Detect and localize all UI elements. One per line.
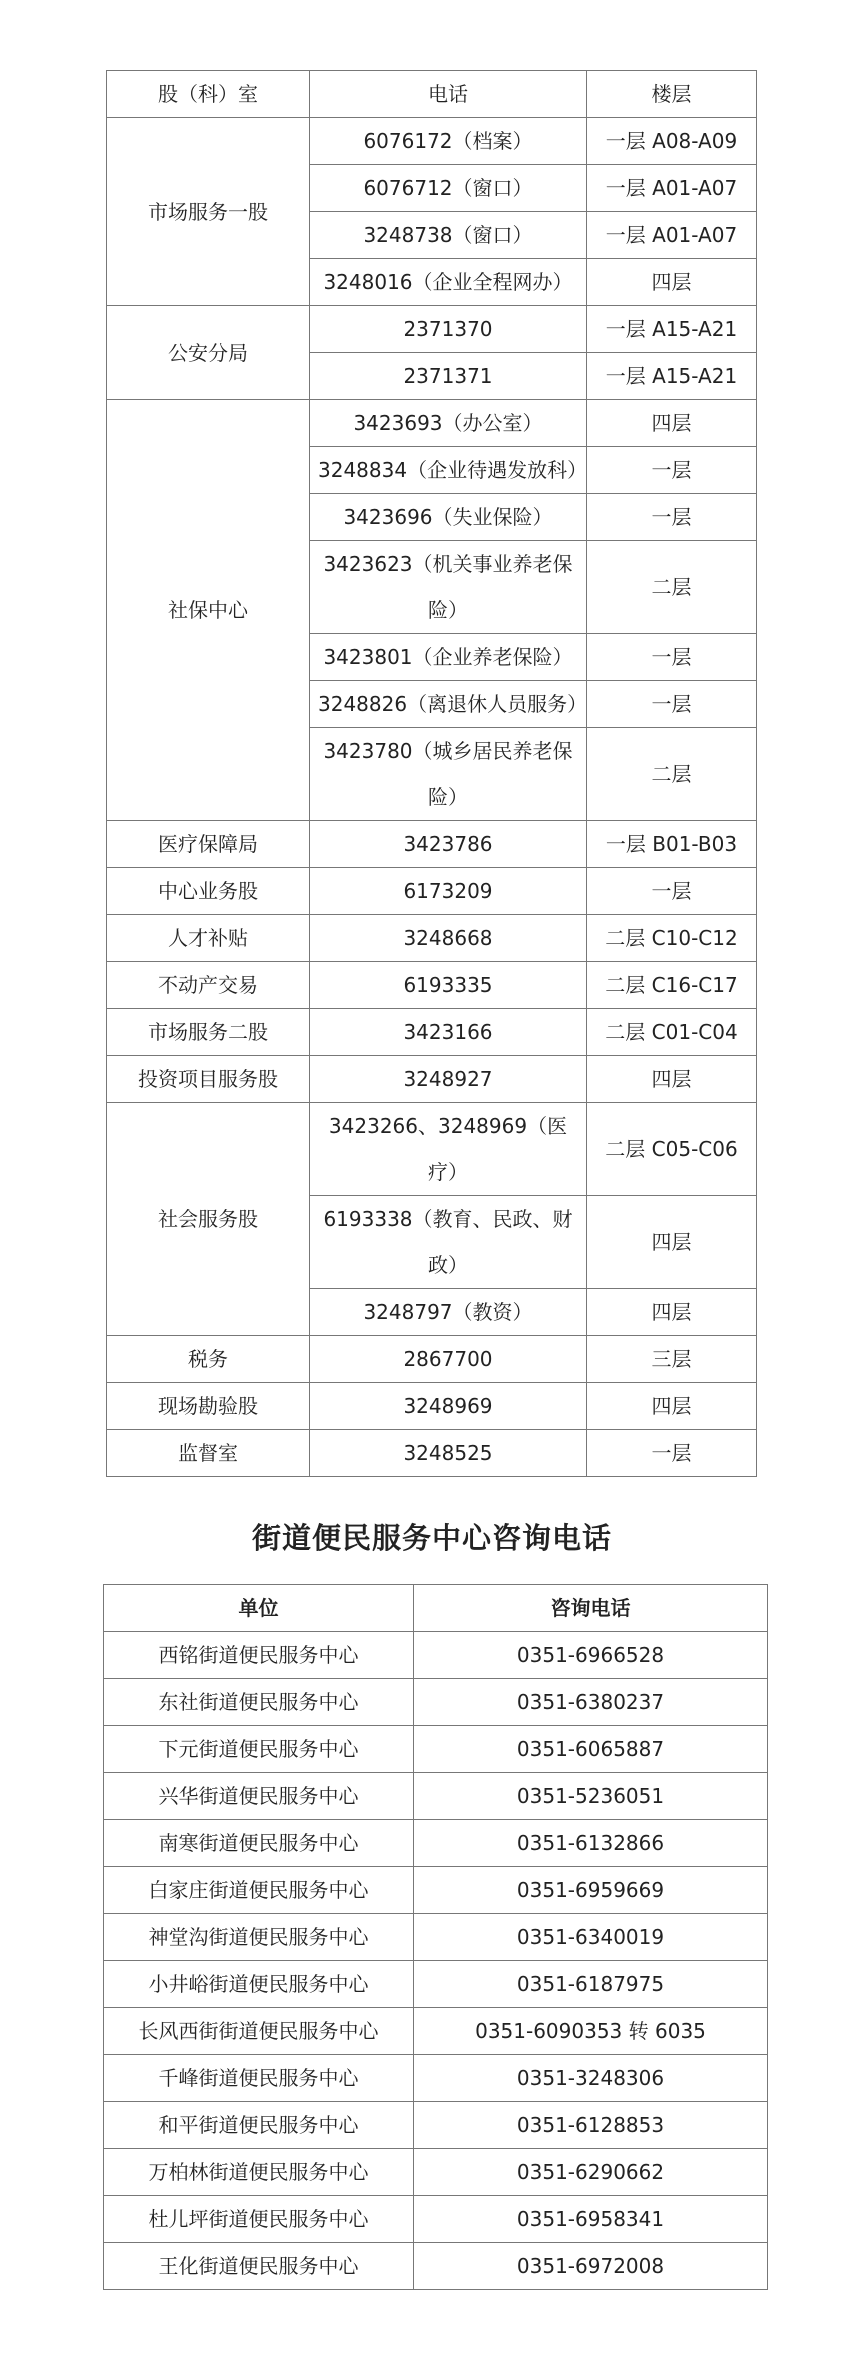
phone-cell: 3423693（办公室）: [310, 400, 587, 447]
unit-cell: 小井峪街道便民服务中心: [104, 1961, 414, 2008]
table-row: [107, 1056, 757, 1103]
table-row: [107, 1009, 757, 1056]
table-row: [104, 2102, 768, 2149]
phone-cell: 3248525: [310, 1430, 587, 1477]
floor-cell: 二层 C05-C06: [587, 1103, 757, 1196]
floor-cell: 二层 C10-C12: [587, 915, 757, 962]
street-center-table-body: [104, 1632, 768, 2290]
floor-cell: 二层 C16-C17: [587, 962, 757, 1009]
table-row: [104, 1679, 768, 1726]
department-cell: 现场勘验股: [107, 1383, 310, 1430]
floor-cell: 二层: [587, 728, 757, 821]
floor-cell: 一层 A01-A07: [587, 212, 757, 259]
unit-cell: 和平街道便民服务中心: [104, 2102, 414, 2149]
phone-cell: 6193335: [310, 962, 587, 1009]
consult-phone-cell: 0351-6128853: [414, 2102, 768, 2149]
column-header-unit: 单位: [104, 1585, 414, 1632]
phone-cell: 3423801（企业养老保险）: [310, 634, 587, 681]
phone-cell: 3248668: [310, 915, 587, 962]
floor-cell: 四层: [587, 1056, 757, 1103]
phone-cell: 3423786: [310, 821, 587, 868]
phone-cell: 3248969: [310, 1383, 587, 1430]
consult-phone-cell: 0351-6065887: [414, 1726, 768, 1773]
unit-cell: 长风西街街道便民服务中心: [104, 2008, 414, 2055]
column-header-floor: 楼层: [587, 71, 757, 118]
table-row: [104, 1726, 768, 1773]
department-cell: 中心业务股: [107, 868, 310, 915]
table-header-row: [107, 71, 757, 118]
consult-phone-cell: 0351-5236051: [414, 1773, 768, 1820]
column-header-consult-phone: 咨询电话: [414, 1585, 768, 1632]
unit-cell: 千峰街道便民服务中心: [104, 2055, 414, 2102]
column-header-phone: 电话: [310, 71, 587, 118]
table-row: [104, 1914, 768, 1961]
table-row: [107, 1336, 757, 1383]
consult-phone-cell: 0351-6958341: [414, 2196, 768, 2243]
phone-cell: 3248826（离退休人员服务）: [310, 681, 587, 728]
floor-cell: 四层: [587, 1196, 757, 1289]
department-cell: 监督室: [107, 1430, 310, 1477]
table-row: [104, 1961, 768, 2008]
consult-phone-cell: 0351-6187975: [414, 1961, 768, 2008]
consult-phone-cell: 0351-6290662: [414, 2149, 768, 2196]
table-row: [107, 1430, 757, 1477]
floor-cell: 四层: [587, 259, 757, 306]
unit-cell: 东社街道便民服务中心: [104, 1679, 414, 1726]
phone-cell: 6076172（档案）: [310, 118, 587, 165]
table-row: [104, 1773, 768, 1820]
table-row: [104, 1632, 768, 1679]
table-row: [107, 400, 757, 447]
phone-cell: 6173209: [310, 868, 587, 915]
phone-cell: 3248797（教资）: [310, 1289, 587, 1336]
department-phone-table: [106, 70, 757, 1477]
unit-cell: 西铭街道便民服务中心: [104, 1632, 414, 1679]
phone-cell: 3248016（企业全程网办）: [310, 259, 587, 306]
consult-phone-cell: 0351-6380237: [414, 1679, 768, 1726]
floor-cell: 四层: [587, 1289, 757, 1336]
phone-cell: 3423780（城乡居民养老保险）: [310, 728, 587, 821]
floor-cell: 一层 A08-A09: [587, 118, 757, 165]
floor-cell: 一层 B01-B03: [587, 821, 757, 868]
floor-cell: 二层 C01-C04: [587, 1009, 757, 1056]
table-row: [104, 2149, 768, 2196]
consult-phone-cell: 0351-6966528: [414, 1632, 768, 1679]
floor-cell: 三层: [587, 1336, 757, 1383]
floor-cell: 二层: [587, 541, 757, 634]
unit-cell: 王化街道便民服务中心: [104, 2243, 414, 2290]
unit-cell: 神堂沟街道便民服务中心: [104, 1914, 414, 1961]
floor-cell: 四层: [587, 400, 757, 447]
department-cell: 人才补贴: [107, 915, 310, 962]
table-row: [104, 2243, 768, 2290]
department-cell: 不动产交易: [107, 962, 310, 1009]
table-row: [107, 1383, 757, 1430]
table-row: [107, 868, 757, 915]
department-cell: 社保中心: [107, 400, 310, 821]
phone-cell: 2371371: [310, 353, 587, 400]
phone-cell: 3423696（失业保险）: [310, 494, 587, 541]
consult-phone-cell: 0351-3248306: [414, 2055, 768, 2102]
floor-cell: 一层: [587, 868, 757, 915]
street-center-phone-table: [103, 1584, 768, 2290]
column-header-department: 股（科）室: [107, 71, 310, 118]
department-cell: 市场服务二股: [107, 1009, 310, 1056]
table-row: [107, 915, 757, 962]
phone-cell: 3248927: [310, 1056, 587, 1103]
consult-phone-cell: 0351-6132866: [414, 1820, 768, 1867]
table-row: [104, 2055, 768, 2102]
floor-cell: 一层 A15-A21: [587, 306, 757, 353]
phone-cell: 3248738（窗口）: [310, 212, 587, 259]
floor-cell: 四层: [587, 1383, 757, 1430]
unit-cell: 杜儿坪街道便民服务中心: [104, 2196, 414, 2243]
phone-cell: 3423266、3248969（医疗）: [310, 1103, 587, 1196]
floor-cell: 一层 A01-A07: [587, 165, 757, 212]
table-row: [107, 1103, 757, 1196]
consult-phone-cell: 0351-6090353 转 6035: [414, 2008, 768, 2055]
section-title: 街道便民服务中心咨询电话: [251, 1521, 612, 1555]
floor-cell: 一层: [587, 447, 757, 494]
department-cell: 公安分局: [107, 306, 310, 400]
floor-cell: 一层: [587, 681, 757, 728]
unit-cell: 兴华街道便民服务中心: [104, 1773, 414, 1820]
department-cell: 市场服务一股: [107, 118, 310, 306]
department-cell: 社会服务股: [107, 1103, 310, 1336]
department-cell: 医疗保障局: [107, 821, 310, 868]
table-row: [104, 2008, 768, 2055]
floor-cell: 一层: [587, 1430, 757, 1477]
phone-cell: 3423166: [310, 1009, 587, 1056]
department-cell: 投资项目服务股: [107, 1056, 310, 1103]
table-header-row: [104, 1585, 768, 1632]
unit-cell: 下元街道便民服务中心: [104, 1726, 414, 1773]
unit-cell: 白家庄街道便民服务中心: [104, 1867, 414, 1914]
floor-cell: 一层: [587, 634, 757, 681]
floor-cell: 一层 A15-A21: [587, 353, 757, 400]
table-row: [107, 306, 757, 353]
table-row: [104, 2196, 768, 2243]
phone-cell: 3248834（企业待遇发放科）: [310, 447, 587, 494]
phone-cell: 2867700: [310, 1336, 587, 1383]
department-cell: 税务: [107, 1336, 310, 1383]
table-row: [107, 118, 757, 165]
department-table-body: [107, 118, 757, 1477]
consult-phone-cell: 0351-6340019: [414, 1914, 768, 1961]
phone-cell: 6076712（窗口）: [310, 165, 587, 212]
phone-cell: 2371370: [310, 306, 587, 353]
floor-cell: 一层: [587, 494, 757, 541]
unit-cell: 万柏林街道便民服务中心: [104, 2149, 414, 2196]
table-row: [104, 1820, 768, 1867]
consult-phone-cell: 0351-6972008: [414, 2243, 768, 2290]
unit-cell: 南寒街道便民服务中心: [104, 1820, 414, 1867]
table-row: [104, 1867, 768, 1914]
table-row: [107, 821, 757, 868]
phone-cell: 3423623（机关事业养老保险）: [310, 541, 587, 634]
consult-phone-cell: 0351-6959669: [414, 1867, 768, 1914]
phone-cell: 6193338（教育、民政、财政）: [310, 1196, 587, 1289]
table-row: [107, 962, 757, 1009]
